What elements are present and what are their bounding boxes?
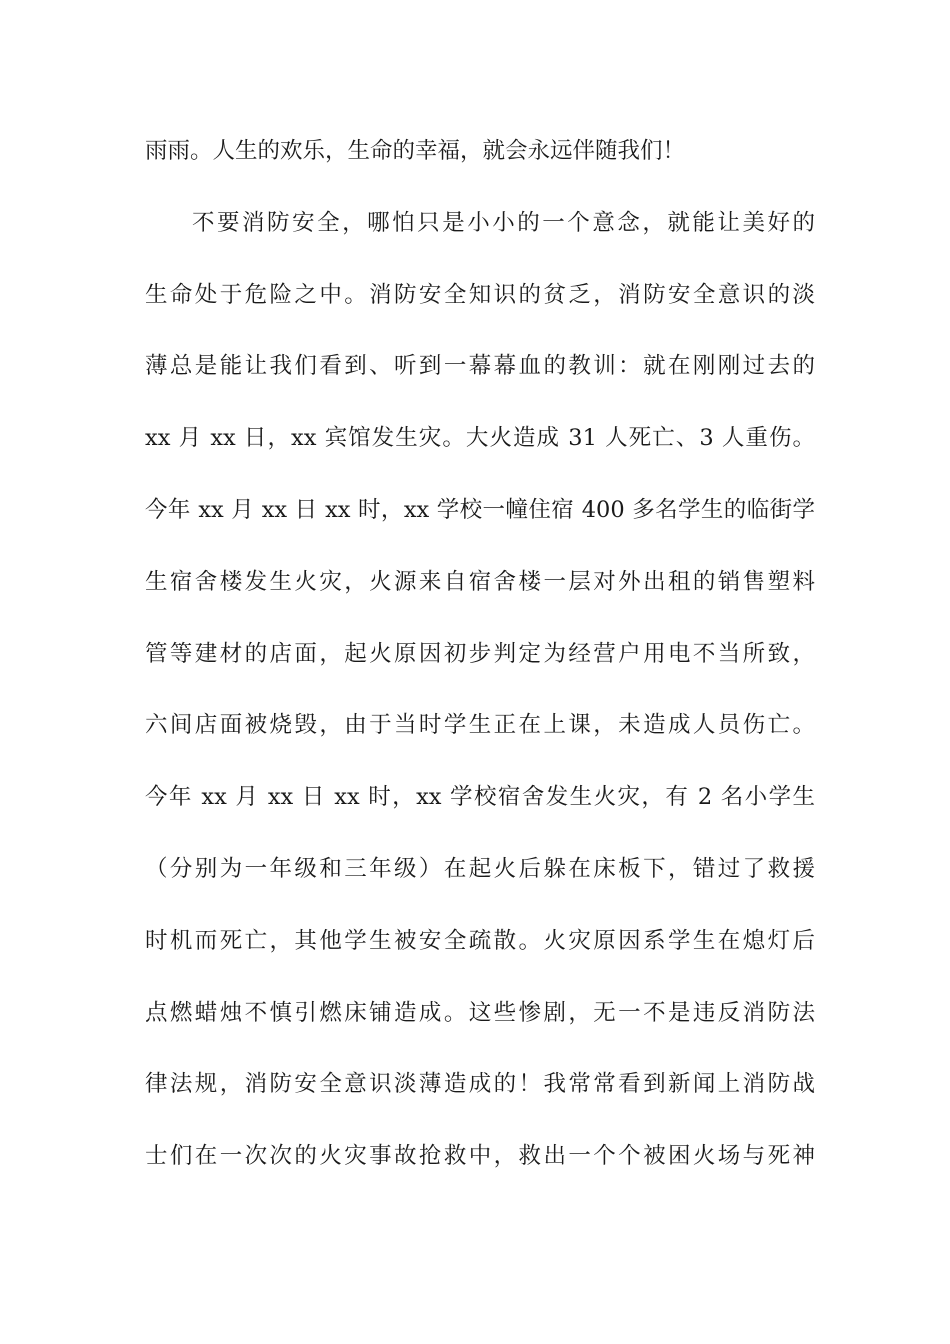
text-line: 薄总是能让我们看到、听到一幕幕血的教训：就在刚刚过去的 <box>145 353 815 380</box>
text-line: 时机而死亡，其他学生被安全疏散。火灾原因系学生在熄灯后 <box>145 927 815 954</box>
text-line: 生宿舍楼发生火灾，火源来自宿舍楼一层对外出租的销售塑料 <box>145 568 815 595</box>
text-line: 六间店面被烧毁，由于当时学生正在上课，未造成人员伤亡。 <box>145 712 815 739</box>
text-line: 士们在一次次的火灾事故抢救中，救出一个个被困火场与死神 <box>145 1143 815 1170</box>
text-line: 今年 xx 月 xx 日 xx 时，xx 学校一幢住宿 400 多名学生的临街学 <box>145 496 815 523</box>
text-line: （分别为一年级和三年级）在起火后躲在床板下，错过了救援 <box>145 855 815 882</box>
text-line: 雨雨。人生的欢乐，生命的幸福，就会永远伴随我们！ <box>145 138 686 164</box>
text-line: 今年 xx 月 xx 日 xx 时，xx 学校宿舍发生火灾，有 2 名小学生 <box>145 784 815 811</box>
text-line: 生命处于危险之中。消防安全知识的贫乏，消防安全意识的淡 <box>145 281 815 308</box>
text-line: 律法规，消防安全意识淡薄造成的！我常常看到新闻上消防战 <box>145 1071 815 1098</box>
paragraph-first-line: 不要消防安全，哪怕只是小小的一个意念，就能让美好的 <box>192 209 815 236</box>
text-line: 点燃蜡烛不慎引燃床铺造成。这些惨剧，无一不是违反消防法 <box>145 999 815 1026</box>
text-line: 管等建材的店面，起火原因初步判定为经营户用电不当所致， <box>145 640 815 667</box>
body-text <box>145 130 815 1207</box>
text-line: xx 月 xx 日，xx 宾馆发生灾。大火造成 31 人死亡、3 人重伤。 <box>145 425 815 452</box>
